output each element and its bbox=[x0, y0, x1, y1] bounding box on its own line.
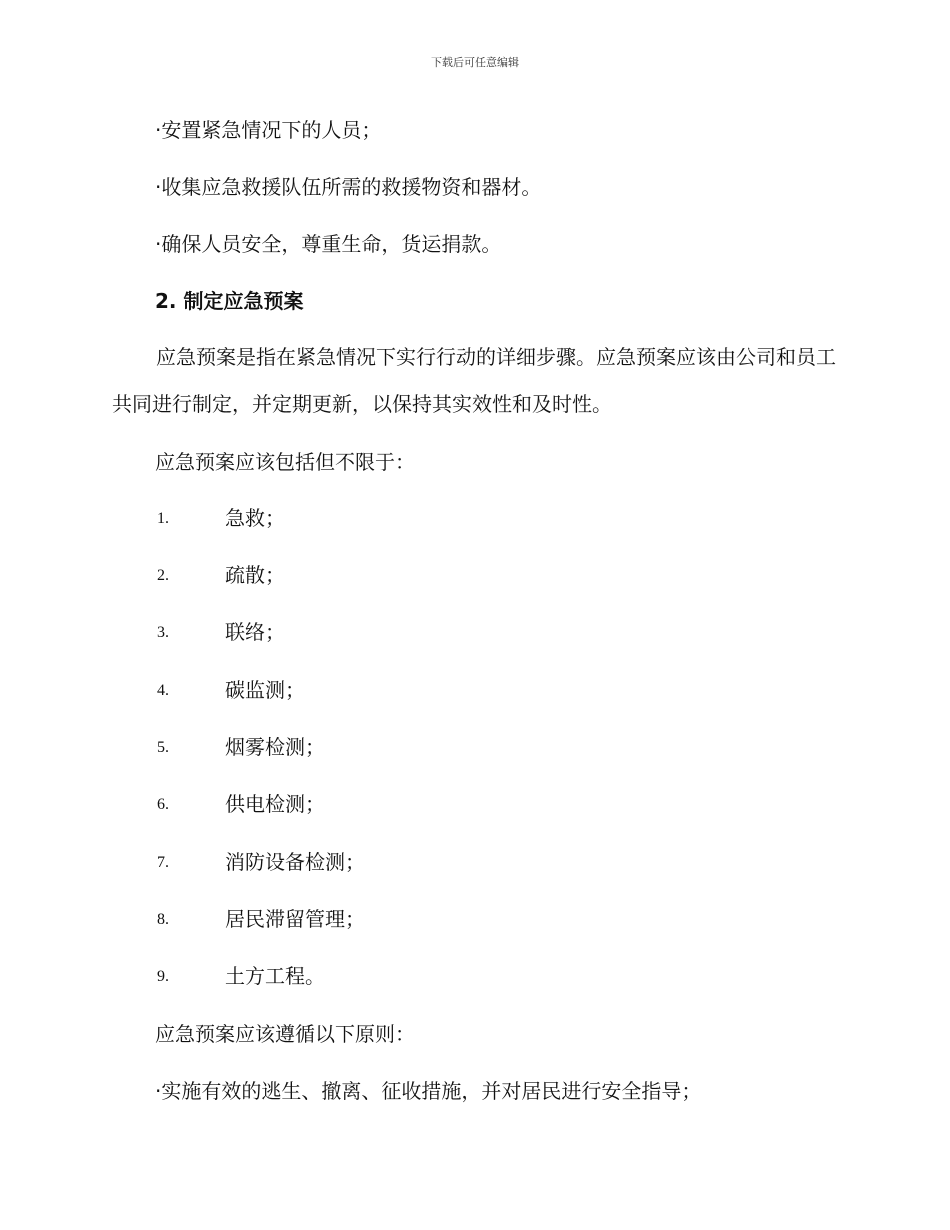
principles-intro: 应急预案应该遵循以下原则： bbox=[155, 1022, 415, 1046]
list-item: 消防设备检测； bbox=[225, 850, 365, 874]
list-number: 9. bbox=[157, 968, 169, 985]
bullet-item: ·确保人员安全，尊重生命，货运捐款。 bbox=[155, 232, 502, 256]
list-item: 烟雾检测； bbox=[225, 735, 325, 759]
list-item: 土方工程。 bbox=[225, 964, 325, 988]
page-header: 下载后可任意编辑 bbox=[431, 56, 519, 69]
list-item: 联络； bbox=[225, 620, 285, 644]
list-item: 碳监测； bbox=[225, 678, 305, 702]
list-item: 疏散； bbox=[225, 563, 285, 587]
list-item: 供电检测； bbox=[225, 792, 325, 816]
list-item: 居民滞留管理； bbox=[225, 907, 365, 931]
list-number: 7. bbox=[157, 854, 169, 871]
body-paragraph: 应急预案是指在紧急情况下实行行动的详细步骤。应急预案应该由公司和员工共同进行制定，并定期更新，以保持其实效性和及时性。 bbox=[112, 345, 836, 416]
list-number: 5. bbox=[157, 739, 169, 756]
list-intro: 应急预案应该包括但不限于： bbox=[155, 450, 415, 474]
list-number: 6. bbox=[157, 796, 169, 813]
list-item: 急救； bbox=[225, 506, 285, 530]
list-number: 3. bbox=[157, 624, 169, 641]
list-number: 4. bbox=[157, 682, 169, 699]
list-number: 1. bbox=[157, 510, 169, 527]
list-number: 2. bbox=[157, 567, 169, 584]
bullet-item: ·收集应急救援队伍所需的救援物资和器材。 bbox=[155, 175, 542, 199]
list-number: 8. bbox=[157, 911, 169, 928]
section-heading: 2. 制定应急预案 bbox=[155, 289, 304, 313]
bullet-item: ·实施有效的逃生、撤离、征收措施，并对居民进行安全指导； bbox=[155, 1079, 702, 1103]
bullet-item: ·安置紧急情况下的人员； bbox=[155, 118, 382, 142]
